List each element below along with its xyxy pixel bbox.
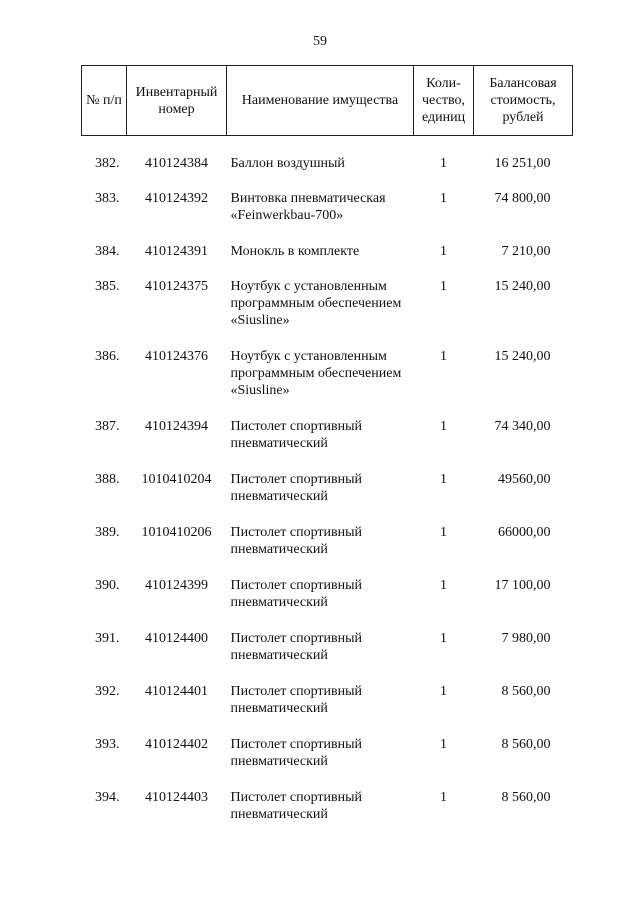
row-balance-cost: 15 240,00 [494,348,551,364]
table-row [82,471,573,524]
row-quantity: 1 [440,190,447,206]
header-balance-cost: Балансовая стоимость, рублей [474,66,573,136]
row-quantity: 1 [440,789,447,805]
row-inventory-number: 410124391 [145,243,208,259]
page-number: 59 [313,34,327,49]
row-balance-cost: 8 560,00 [501,683,551,699]
header-property-name: Наименование имущества [227,66,414,136]
row-quantity: 1 [440,348,447,364]
table-row [82,348,573,418]
row-balance-cost: 8 560,00 [501,736,551,752]
row-property-name: Пистолет спортивный пневматический [230,683,363,716]
row-inventory-number: 410124376 [145,348,208,364]
table-row [82,789,573,842]
row-number: 394. [95,789,120,805]
table-header [82,66,573,136]
row-property-name: Винтовка пневматическая «Feinwerkbau-700» [230,190,386,223]
row-inventory-number: 410124375 [145,278,208,294]
row-property-name: Пистолет спортивный пневматический [230,577,363,610]
row-property-name: Пистолет спортивный пневматический [230,418,363,451]
row-quantity: 1 [440,156,447,171]
row-inventory-number: 410124400 [145,630,208,646]
row-number: 385. [95,278,120,294]
table-row [82,278,573,348]
row-number: 389. [95,524,120,540]
header-quantity: Коли-чество, единиц [414,66,474,136]
row-number: 391. [95,630,120,646]
table-body [82,136,573,842]
row-inventory-number: 1010410206 [141,524,212,540]
table-row [82,630,573,683]
row-inventory-number: 410124392 [145,190,208,206]
row-inventory-number: 1010410204 [141,471,212,487]
row-quantity: 1 [440,630,447,646]
row-number: 390. [95,577,120,593]
row-inventory-number: 410124394 [145,418,208,434]
row-property-name: Монокль в комплекте [230,243,360,259]
row-balance-cost: 16 251,00 [494,156,551,171]
table-row [82,418,573,471]
row-property-name: Пистолет спортивный пневматический [230,789,363,822]
row-number: 392. [95,683,120,699]
table-row [82,190,573,243]
row-quantity: 1 [440,278,447,294]
row-inventory-number: 410124384 [145,156,208,171]
row-quantity: 1 [440,577,447,593]
row-quantity: 1 [440,683,447,699]
row-property-name: Пистолет спортивный пневматический [230,736,363,769]
header-inventory-number: Инвентарный номер [127,66,227,136]
row-quantity: 1 [440,736,447,752]
row-inventory-number: 410124403 [145,789,208,805]
row-property-name: Пистолет спортивный пневматический [230,471,363,504]
row-quantity: 1 [440,471,447,487]
row-balance-cost: 7 980,00 [501,630,551,646]
row-number: 393. [95,736,120,752]
row-balance-cost: 66000,00 [498,524,551,540]
table-row [82,243,573,278]
row-quantity: 1 [440,243,447,259]
row-property-name: Баллон воздушный [230,156,345,171]
table-row [82,136,573,190]
row-inventory-number: 410124402 [145,736,208,752]
row-quantity: 1 [440,418,447,434]
table-row [82,577,573,630]
row-balance-cost: 7 210,00 [501,243,551,259]
table-row [82,524,573,577]
row-number: 386. [95,348,120,364]
row-number: 383. [95,190,120,206]
table-row [82,683,573,736]
table-row [82,736,573,789]
row-inventory-number: 410124399 [145,577,208,593]
row-property-name: Пистолет спортивный пневматический [230,524,363,557]
row-number: 388. [95,471,120,487]
row-quantity: 1 [440,524,447,540]
row-property-name: Ноутбук с установленным программным обеспечением «Siusline» [230,348,402,398]
row-property-name: Пистолет спортивный пневматический [230,630,363,663]
row-number: 384. [95,243,120,259]
row-property-name: Ноутбук с установленным программным обеспечением «Siusline» [230,278,402,328]
row-balance-cost: 74 800,00 [494,190,551,206]
row-inventory-number: 410124401 [145,683,208,699]
row-balance-cost: 49560,00 [498,471,551,487]
row-balance-cost: 15 240,00 [494,278,551,294]
row-number: 387. [95,418,120,434]
row-balance-cost: 8 560,00 [501,789,551,805]
inventory-table [81,65,573,842]
row-number: 382. [95,156,120,171]
row-balance-cost: 17 100,00 [494,577,551,593]
header-num: № п/п [82,66,127,136]
row-balance-cost: 74 340,00 [494,418,551,434]
